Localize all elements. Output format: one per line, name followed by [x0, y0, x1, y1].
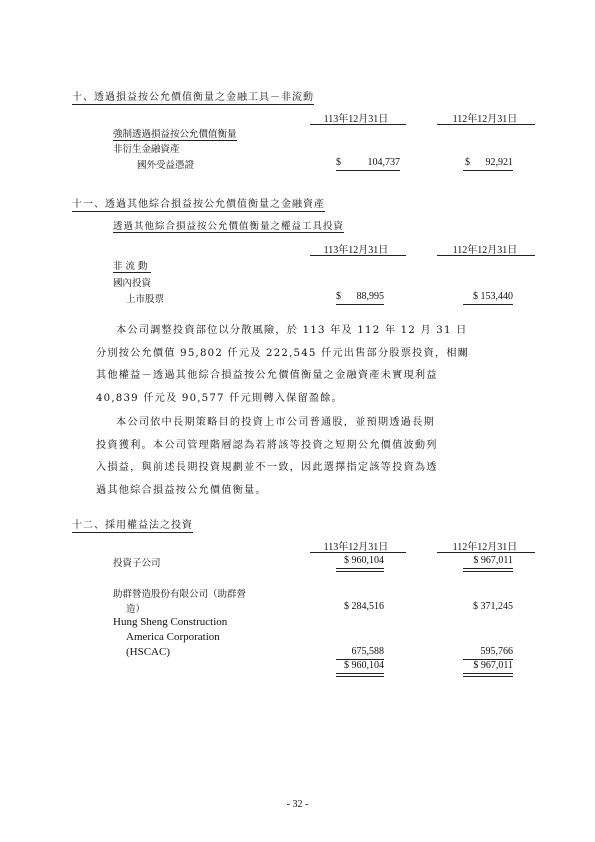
s12-sub1-line1: 助群營造股份有限公司（助群營 — [113, 589, 247, 600]
s10-group-text: 強制透過損益按公允價值衡量 — [113, 129, 237, 140]
s11-para2-line1: 本公司依中長期策略目的投資上市公司普通股，並預期透過長期 — [116, 417, 435, 428]
s11-para1-line4: 40,839 仟元及 90,577 仟元則轉入保留盈餘。 — [96, 392, 344, 404]
s12-total-col1: $ 960,104 — [344, 555, 384, 566]
s12-grand-col1-double-rule — [336, 673, 384, 677]
s11-paragraph-1 — [96, 320, 536, 410]
s12-total-col2: $ 967,011 — [473, 555, 513, 566]
s12-sub2-col1: 675,588 — [351, 646, 384, 657]
s11-col2-rule — [437, 255, 535, 256]
s11-v2-rule — [463, 304, 513, 305]
s11-v1-value: 88,995 — [356, 291, 384, 302]
s12-sub2-line1: Hung Sheng Construction — [113, 616, 228, 628]
s10-v2-currency: $ — [465, 157, 470, 168]
s11-para2-line2: 投資獲利。本公司管理階層認為若將該等投資之短期公允價值波動列 — [96, 439, 438, 451]
s12-col1-header: 113年12月31日 — [323, 542, 389, 553]
s12-sub1-col2: $ 371,245 — [473, 601, 513, 612]
s12-sub2-line3: (HSCAC) — [126, 646, 171, 658]
s11-para2-line3: 入損益，與前述長期投資規劃並不一致，因此選擇指定該等投資為透 — [96, 462, 438, 473]
s11-col1-rule — [310, 255, 406, 256]
s11-paragraph-2 — [96, 412, 536, 502]
s11-subheading — [113, 218, 344, 232]
s10-v2-rule — [463, 170, 513, 171]
s10-col1-rule — [310, 124, 406, 125]
s11-v1-rule — [336, 304, 384, 305]
s10-col1-header: 113年12月31日 — [323, 114, 389, 125]
section-11-heading-text: 十一、透過其他綜合損益按公允價值衡量之金融資產 — [72, 199, 325, 210]
s12-col1-rule — [310, 552, 406, 553]
s10-v1-rule — [336, 170, 400, 171]
s12-col2-header: 112年12月31日 — [452, 542, 518, 553]
s11-v1-currency: $ — [336, 291, 341, 302]
s11-para1-line1: 本公司調整投資部位以分散風險，於 113 年及 112 年 12 月 31 日 — [116, 325, 468, 336]
s11-col1-header: 113年12月31日 — [323, 245, 389, 256]
s12-sub2-col2: 595,766 — [480, 646, 513, 657]
s11-sub-label: 國內投資 — [113, 278, 152, 289]
section-12-heading — [72, 516, 193, 531]
section-10-heading — [72, 88, 314, 103]
s11-col2-header: 112年12月31日 — [452, 245, 518, 256]
s11-group-text: 非流動 — [113, 261, 151, 272]
s11-para2-line4: 過其他綜合損益按公允價值衡量。 — [96, 484, 267, 496]
s10-sub-label: 非衍生金融資產 — [113, 144, 180, 155]
page-number: - 32 - — [286, 799, 309, 810]
s12-sub1-col1: $ 284,516 — [344, 601, 384, 612]
section-10-heading-text: 十、透過損益按公允價值衡量之金融工具－非流動 — [72, 92, 314, 103]
s12-grand-col1: $ 960,104 — [344, 660, 384, 671]
s12-total-col1-double-rule — [336, 568, 384, 572]
s12-sub1-line2: 造） — [126, 604, 146, 615]
s11-v2-value: $ 153,440 — [473, 291, 513, 302]
s10-item-label: 國外受益憑證 — [137, 160, 195, 171]
s11-subheading-text: 透過其他綜合損益按公允價值衡量之權益工具投資 — [113, 221, 345, 232]
s12-total-col2-double-rule — [463, 568, 513, 572]
s11-item-label: 上市股票 — [126, 294, 165, 305]
s10-group-label — [113, 126, 237, 140]
section-11-heading — [72, 195, 325, 210]
s10-v2-value: 92,921 — [485, 157, 513, 168]
s12-grand-col2-double-rule — [463, 673, 513, 677]
s11-group-label — [113, 258, 151, 272]
section-12-heading-text: 十二、採用權益法之投資 — [72, 520, 193, 531]
s10-v1-currency: $ — [336, 157, 341, 168]
s11-para1-line2: 分別按公允價值 95,802 仟元及 222,545 仟元出售部分股票投資，相關 — [96, 347, 470, 359]
s12-total-label: 投資子公司 — [113, 558, 161, 569]
s10-v1-value: 104,737 — [367, 157, 400, 168]
s10-col2-rule — [437, 124, 535, 125]
s12-col2-rule — [437, 552, 535, 553]
s11-para1-line3: 其他權益－透過其他綜合損益按公允價值衡量之金融資產未實現利益 — [96, 370, 438, 381]
s12-sub2-line2: America Corporation — [126, 631, 220, 643]
s10-col2-header: 112年12月31日 — [452, 114, 518, 125]
s12-grand-col2: $ 967,011 — [473, 660, 513, 671]
